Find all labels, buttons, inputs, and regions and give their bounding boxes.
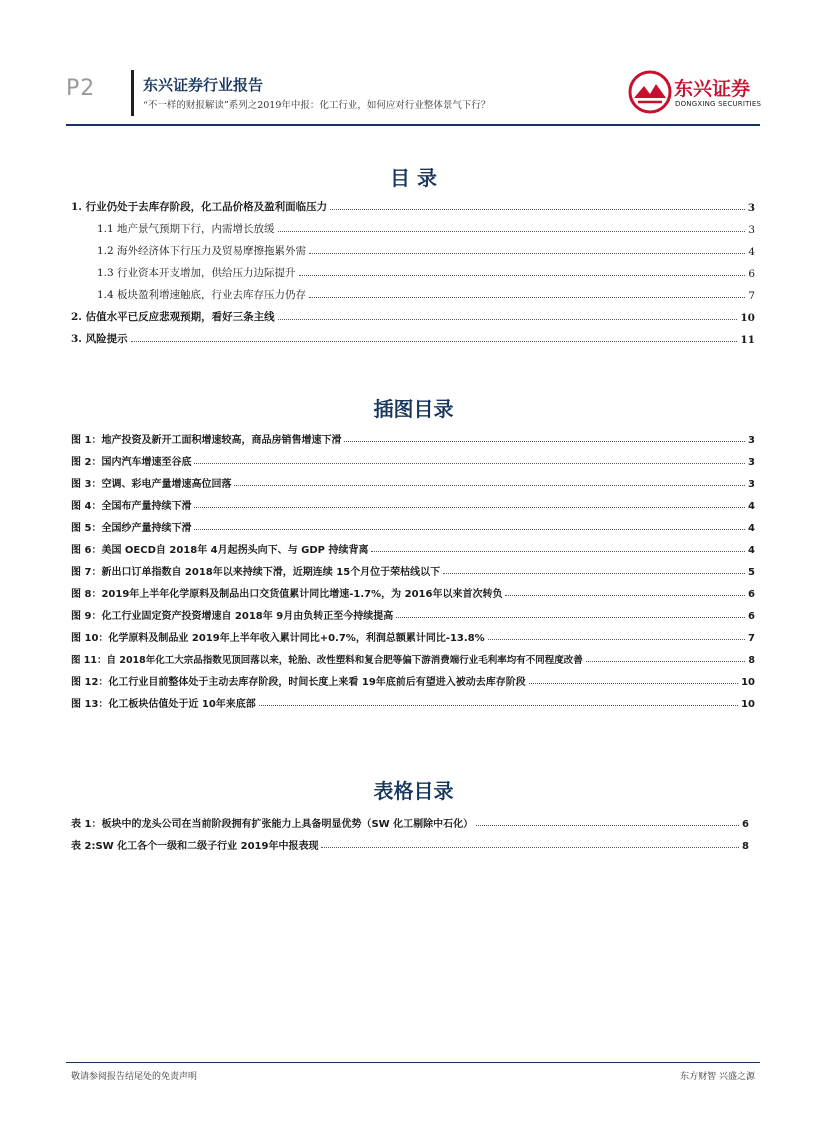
- table-toc-label: 表 2:SW 化工各个一级和二级子行业 2019年中报表现: [71, 841, 319, 852]
- toc-item-page: 3: [748, 224, 755, 236]
- dot-leader: [278, 319, 738, 320]
- logo-text-en: DONGXING SECURITIES: [675, 100, 762, 108]
- figure-toc-page: 8: [748, 655, 755, 666]
- figure-toc-label: 图 13：化工板块估值处于近 10年来底部: [71, 699, 256, 710]
- toc-item-label: 2. 估值水平已反应悲观预期，看好三条主线: [71, 311, 275, 323]
- figure-toc-label: 图 9：化工行业固定资产投资增速自 2018年 9月由负转正至今持续提高: [71, 611, 394, 622]
- figure-toc-label: 图 10：化学原料及制品业 2019年上半年收入累计同比+0.7%，利润总额累计同比-13.8%: [71, 633, 485, 644]
- toc-item-label: 1. 行业仍处于去库存阶段，化工品价格及盈利面临压力: [71, 201, 328, 213]
- figure-toc-item[interactable]: [71, 538, 755, 556]
- figure-toc-label: 图 6：美国 OECD自 2018年 4月起拐头向下、与 GDP 持续背离: [71, 545, 369, 556]
- dot-leader: [194, 507, 745, 508]
- dot-leader: [344, 441, 745, 442]
- header-divider: [131, 70, 134, 116]
- dot-leader: [488, 639, 745, 640]
- figure-toc-item[interactable]: [71, 516, 755, 534]
- figure-toc-item[interactable]: [71, 560, 755, 578]
- figure-toc-page: 6: [748, 611, 755, 622]
- footer-slogan: 东方财智 兴盛之源: [680, 1072, 755, 1082]
- footer-rule: [66, 1062, 760, 1063]
- toc-item[interactable]: [97, 262, 755, 280]
- dot-leader: [194, 529, 745, 530]
- tables-toc-title: 表格目录: [373, 779, 454, 803]
- dot-leader: [330, 209, 745, 210]
- toc-item-label: 1.3 行业资本开支增加，供给压力边际提升: [97, 267, 296, 279]
- figure-toc-item[interactable]: [71, 692, 755, 710]
- dot-leader: [586, 661, 746, 662]
- figure-toc-item[interactable]: [71, 428, 755, 446]
- figure-toc-page: 6: [748, 589, 755, 600]
- toc-item[interactable]: [71, 196, 755, 214]
- toc-item-label: 1.1 地产景气预期下行，内需增长放缓: [97, 223, 275, 235]
- dot-leader: [131, 341, 738, 342]
- toc-item-label: 1.4 板块盈利增速触底，行业去库存压力仍存: [97, 289, 307, 301]
- figure-toc-item[interactable]: [71, 582, 755, 600]
- figures-toc-title: 插图目录: [373, 397, 454, 421]
- figure-toc-item[interactable]: [71, 626, 755, 644]
- table-toc-page: 8: [742, 841, 749, 852]
- figure-toc-item[interactable]: [71, 670, 755, 688]
- table-toc-label: 表 1：板块中的龙头公司在当前阶段拥有扩张能力上具备明显优势（SW 化工剔除中石化）: [71, 819, 474, 830]
- figure-toc-page: 3: [748, 435, 755, 446]
- dot-leader: [529, 683, 738, 684]
- figure-toc-page: 4: [748, 501, 755, 512]
- toc-item-label: 1.2 海外经济体下行压力及贸易摩擦拖累外需: [97, 245, 307, 257]
- dot-leader: [299, 275, 746, 276]
- dot-leader: [278, 231, 746, 232]
- dot-leader: [505, 595, 745, 596]
- figure-toc-page: 3: [748, 479, 755, 490]
- figure-toc-page: 5: [748, 567, 755, 578]
- dot-leader: [234, 485, 745, 486]
- figure-toc-page: 4: [748, 545, 755, 556]
- toc-item[interactable]: [97, 240, 755, 258]
- dot-leader: [396, 617, 745, 618]
- toc-item-label: 3. 风险提示: [71, 333, 128, 345]
- figure-toc-item[interactable]: [71, 450, 755, 468]
- figure-toc-page: 10: [741, 699, 755, 710]
- figure-toc-page: 3: [748, 457, 755, 468]
- figure-toc-item[interactable]: [71, 472, 755, 490]
- dot-leader: [309, 297, 745, 298]
- figure-toc-item[interactable]: [71, 604, 755, 622]
- page-number: P2: [66, 76, 96, 101]
- figure-toc-label: 图 1：地产投资及新开工面积增速较高，商品房销售增速下滑: [71, 435, 342, 446]
- figure-toc-label: 图 8：2019年上半年化学原料及制品出口交货值累计同比增速-1.7%，为 2016年以来首次转负: [71, 589, 503, 600]
- toc-item-page: 11: [740, 334, 755, 346]
- toc-item-page: 3: [747, 202, 755, 214]
- dot-leader: [443, 573, 745, 574]
- figure-toc-page: 10: [741, 677, 755, 688]
- figure-toc-page: 4: [748, 523, 755, 534]
- toc-item[interactable]: [71, 328, 755, 346]
- toc-item[interactable]: [71, 306, 755, 324]
- logo-mark-icon: [628, 70, 672, 114]
- toc-item[interactable]: [97, 218, 755, 236]
- dot-leader: [194, 463, 745, 464]
- figure-toc-label: 图 5：全国纱产量持续下滑: [71, 523, 192, 534]
- figure-toc-item[interactable]: [71, 648, 755, 666]
- figure-toc-label: 图 3：空调、彩电产量增速高位回落: [71, 479, 232, 490]
- toc-item-page: 4: [748, 246, 755, 258]
- report-subtitle: “不一样的财报解读”系列之2019年中报：化工行业，如何应对行业整体景气下行？: [143, 100, 491, 111]
- toc-title: 目 录: [390, 166, 437, 190]
- dot-leader: [371, 551, 745, 552]
- logo-text-cn: 东兴证券: [674, 78, 751, 100]
- figure-toc-label: 图 12：化工行业目前整体处于主动去库存阶段，时间长度上来看 19年底前后有望进入被动去库存阶段: [71, 677, 526, 688]
- table-toc-item[interactable]: [71, 812, 749, 830]
- dot-leader: [321, 847, 739, 848]
- toc-item-page: 10: [740, 312, 755, 324]
- figure-toc-label: 图 2：国内汽车增速至谷底: [71, 457, 192, 468]
- figure-toc-item[interactable]: [71, 494, 755, 512]
- company-logo: [628, 70, 768, 114]
- header-rule: [66, 124, 760, 126]
- dot-leader: [309, 253, 745, 254]
- figure-toc-page: 7: [748, 633, 755, 644]
- dot-leader: [259, 705, 738, 706]
- toc-item-page: 6: [748, 268, 755, 280]
- figure-toc-label: 图 4：全国布产量持续下滑: [71, 501, 192, 512]
- toc-item[interactable]: [97, 284, 755, 302]
- footer-disclaimer: 敬请参阅报告结尾处的免责声明: [71, 1072, 198, 1082]
- toc-item-page: 7: [748, 290, 755, 302]
- table-toc-page: 6: [742, 819, 749, 830]
- figure-toc-label: 图 7：新出口订单指数自 2018年以来持续下滑，近期连续 15个月位于荣枯线以下: [71, 567, 441, 578]
- dot-leader: [476, 825, 739, 826]
- report-title: 东兴证券行业报告: [143, 76, 264, 94]
- figure-toc-label: 图 11：自 2018年化工大宗品指数见顶回落以来，轮胎、改性塑料和复合肥等偏下游消费端行业毛利率均有不同程度改善: [71, 655, 583, 666]
- table-toc-item[interactable]: [71, 834, 749, 852]
